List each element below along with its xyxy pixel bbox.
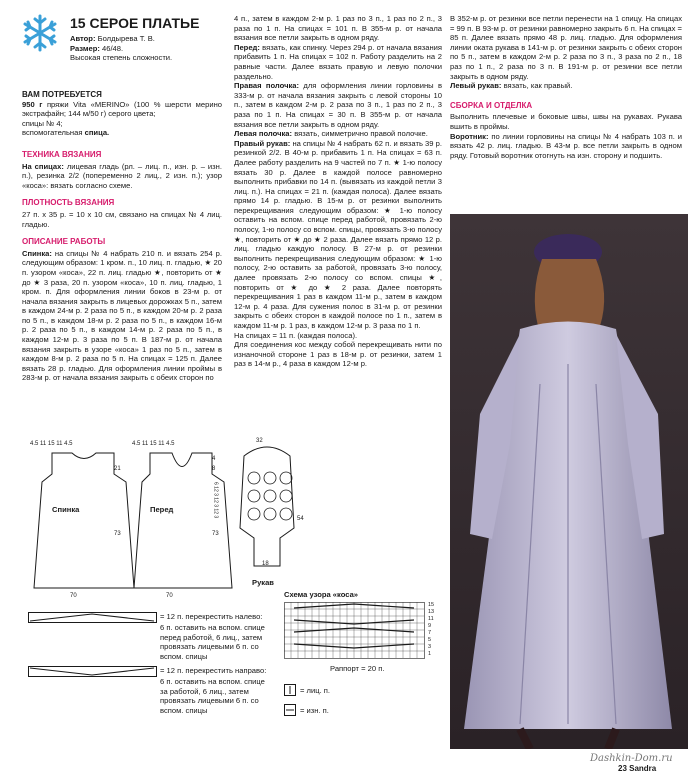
sleeve-end: На спицах = 11 п. (каждая полоса). (234, 330, 358, 340)
column-3 (450, 14, 682, 160)
watermark: Dashkin-Dom.ru (590, 753, 673, 764)
front-bold: Перед: (234, 42, 260, 52)
page-title: 15 СЕРОЕ ПЛАТЬЕ (70, 15, 200, 31)
sleeve-schematic (240, 447, 294, 566)
dress-photo (450, 214, 688, 749)
yarn-desc: пряжи Vita «MERINO» (100 % шерсти мерино экстрафайн; 144 м/50 г) серого цвета; (22, 99, 222, 119)
gauge-text: 27 п. х 35 р. = 10 х 10 см, связано на спицах № 4 лиц. гладью. (22, 209, 222, 229)
left-sleeve-bold: Левый рукав: (450, 81, 502, 91)
purl-legend-icon (284, 704, 296, 716)
work-heading: ОПИСАНИЕ РАБОТЫ (22, 237, 106, 247)
gauge-heading: ПЛОТНОСТЬ ВЯЗАНИЯ (22, 198, 115, 208)
assembly-text: Выполнить плечевые и боковые швы, швы на рукавах. Рукава вшить в проймы. (450, 112, 682, 131)
col2-p1: 4 п., затем в каждом 2-м р. 1 раз по 3 п., 1 раз по 2 п., 3 раза по 1 п. На спицах = 101 п. В 355-м р. от начала вязания все петли закрыть в одном ряду. (234, 14, 442, 43)
col3-p1: В 352-м р. от резинки все петли перенести на 1 спицу. На спицах = 99 п. В 93-м р. от резинки равномерно закрыть 6 п. На спицах = 85 п. Далее вязать прямо 48 р. лиц. гладью. Для оформления линии оката рукава в 141-м р. от резинки закрыть с обеих сторон по 5 п., затем в каждом 2-м р. 2 раза по 3 п., 3 раза по 2 п., 18 раз по 1 п., 2 раза по 3 п. В 191-м р. от резинки все петли закрыть в одном ряду. (450, 14, 682, 81)
cross-left-symbol (28, 612, 158, 624)
shoulder-drop: 4 (212, 456, 216, 462)
row-9: 9 (428, 623, 432, 629)
column-1 (22, 90, 222, 383)
page-number: 23 Sandra (618, 764, 657, 773)
needles: спицы № 4; (22, 118, 63, 128)
column-2 (234, 14, 442, 369)
cross-right-body: 6 п. оставить на вспом. спице за работой, 6 лиц., затем провязать лицевыми 6 п. со вспом. спицы (160, 677, 265, 715)
left-bold: Левая полочка: (234, 129, 293, 139)
row-13: 13 (428, 609, 435, 615)
left-sleeve-text: вязать, как правый. (503, 81, 573, 91)
yarn-amount: 950 г (22, 99, 43, 109)
back-text: на спицы № 4 набрать 210 п. и вязать 254 р. следующим образом: 1 кром. п., 10 лиц. п. гладью, ★ 20 п. узором «коса», 22 п. лиц. гладью ★, повторить от ★ до ★ 3 раза, 20 п. узором «коса», 10 п. лиц. гладью, 1 кром. п. Для оформления линии боков в 23-м р. от начала вязания закрыть в лицевых дорожках 5 п., затем в каждом 24-м р. 2 раза по 5 п., в каждом 20-м р. 2 раза по 5 п., в каждом 18-м р. 2 раза по 5 п., в каждом 16-м р. 2 раза по 5 п., в каждом 14-м р. 2 раза по 5 п., в каждом 12-м р. 3 раза по 5 п. В 187-м р. от начала вязания закрыть в узоре «коса» 1 раз по 5 п., затем в каждом 8-м р. 2 раза по 5 п. На спицах = 125 п. Далее вязать 28 р. гладью. Для оформления линии проймы в 283-м р. от начала вязания закрыть с обеих сторон по (22, 248, 222, 383)
braid-row-numbers (428, 602, 434, 658)
front-label: Перед (150, 505, 174, 514)
size-label: Размер: (70, 43, 100, 53)
front-top-dims: 4.5 11 15 11 4.5 (132, 441, 175, 447)
front-schematic (134, 453, 232, 588)
collar-bold: Воротник: (450, 131, 489, 141)
meta-block (70, 34, 220, 63)
row-5: 5 (428, 637, 432, 643)
sleeve-bold: Правый рукав: (234, 138, 291, 148)
author: Болдырева Т. В. (97, 34, 155, 43)
aux-label: вспомогательная (22, 128, 83, 138)
sleeve-label: Рукав (252, 578, 274, 587)
back-top-dims: 4.5 11 15 11 4.5 (30, 441, 73, 447)
knit-legend: = лиц. п. (300, 686, 331, 695)
front-width: 70 (166, 593, 173, 599)
joint-text: Для соединения кос между собой перекрещивать нити по изнаночной стороне 1 раз в 18-м р. от резинки, затем 1 раз в 14-м р., 4 раза в каждом 12-м р. (234, 340, 442, 369)
author-label: Автор: (70, 34, 96, 43)
row-15: 15 (428, 602, 435, 608)
materials-heading: ВАМ ПОТРЕБУЕТСЯ (22, 90, 102, 99)
cross-left-body: 6 п. оставить на вспом. спице перед работой, 6 лиц., затем провязать лицевыми 6 п. со вспом. спицы (160, 623, 265, 661)
sleeve-text: на спицы № 4 набрать 62 п. и вязать 39 р. резинкой 2/2. В 40-м р. прибавить 1 п. На спицах = 63 п. Далее работу разделить на 9 частей по 7 п. ★ 1-ю полосу вязать 30 р. Далее в каждой полосе равномерно выполнить прибавки по 14 п. (вывязать из каждой петли 3 лиц. п.). На спицах = 21 п. (каждая полоса). Далее вязать прямо 14 р. гладью. В 15-м р. от резинки выполнить перекрещивания следующим образом: ★ 1-ю полосу оставить на вспом. спице перед работой, провязать 2-ю полосу, 1-ю полосу со вспом. спицы, провязать 3-ю полосу ★, повторить от ★ до ★ 2 раза. Далее вязать прямо 12 р. лиц. гладью каждую полосу. В 27-м р. от резинки выполнить перекрещивания следующим образом: ★ 1-ю полосу, 2-ю оставить за работой, провязать 3-ю полосу, далее провязать 2-ю полосу со вспом. спицы ★, повторить от ★ до ★ 2 раза. Далее повторять перекрещивания 1 раз в каждом 11-м р., затем в каждом 12-м р. 4 раза. Для сужения полос в 31-м р. от резинки закрыть с обеих сторон в каждой полосе по 1 п., затем в каждом 11-м р. 1 раз, в каждом 12-м р. 3 раза по 1 п. (234, 138, 442, 330)
sleeve-width: 18 (262, 561, 269, 567)
front-height: 73 (212, 531, 219, 537)
back-bold: Спинка: (22, 248, 52, 258)
difficulty: Высокая степень сложности. (70, 53, 173, 63)
front-text: вязать, как спинку. Через 294 р. от начала вязания прибавить 1 п. На спицах = 102 п. Работу разделить на 2 равные части. Далее вязать правую и левую полочки раздельно. (234, 42, 442, 81)
hair (535, 259, 604, 326)
technique-text: лицевая гладь (рл. – лиц. п., изн. р. – изн. п.), резинка 2/2 (попеременно 2 лиц., 2 изн. п.); узор «коса»: вязать согласно схеме. (22, 161, 222, 190)
braid-chart (284, 602, 426, 662)
braid-scheme-title: Схема узора «коса» (284, 590, 359, 599)
snowflake-icon (20, 13, 60, 53)
cross-left-header: = 12 п. перекрестить налево: (160, 612, 263, 621)
row-7: 7 (428, 630, 432, 636)
neck-depth: 8 (212, 466, 216, 472)
aux-bold: спица. (84, 128, 110, 138)
braid-rapport: Раппорт = 20 п. (330, 664, 385, 673)
purl-legend: = изн. п. (300, 706, 329, 715)
armhole-height: 21 (114, 466, 121, 472)
collar-text: по линии горловины на спицы № 4 набрать 103 п. и вязать 42 р. лиц. гладью. В 43-м р. все петли закрыть в одном ряду. Готовый воротник отогнуть на изн. сторону и подшить. (450, 131, 682, 160)
right-bold: Правая полочка: (234, 81, 300, 91)
sleeve-height: 54 (297, 516, 304, 522)
sleeve-side-dims: 6 12 3 12 3 12 3 (212, 482, 219, 519)
cross-right-header: = 12 п. перекрестить направо: (160, 666, 267, 675)
back-label: Спинка (52, 505, 80, 514)
left-text: вязать, симметрично правой полочке. (294, 129, 428, 139)
row-1: 1 (428, 651, 432, 657)
back-width: 70 (70, 593, 77, 599)
sleeve-top-dim: 32 (256, 438, 263, 444)
knit-legend-icon (284, 684, 296, 696)
technique-heading: ТЕХНИКА ВЯЗАНИЯ (22, 149, 102, 159)
cross-right-symbol (28, 666, 158, 678)
row-3: 3 (428, 644, 432, 650)
right-text: для оформления линии горловины в 333-м р. от начала вязания закрыть с левой стороны 10 п., затем в каждом 2-м р. 2 раза по 3 п., 1 раз по 2 п., 3 раза по 1 п. На спицах = 30 п. В 355-м р. от начала вязания все петли закрыть в одном ряду. (234, 81, 442, 129)
row-11: 11 (428, 616, 434, 622)
back-height: 73 (114, 531, 121, 537)
assembly-heading: СБОРКА И ОТДЕЛКА (450, 100, 533, 110)
technique-bold: На спицах: (22, 161, 64, 171)
size: 46/48. (102, 43, 124, 53)
